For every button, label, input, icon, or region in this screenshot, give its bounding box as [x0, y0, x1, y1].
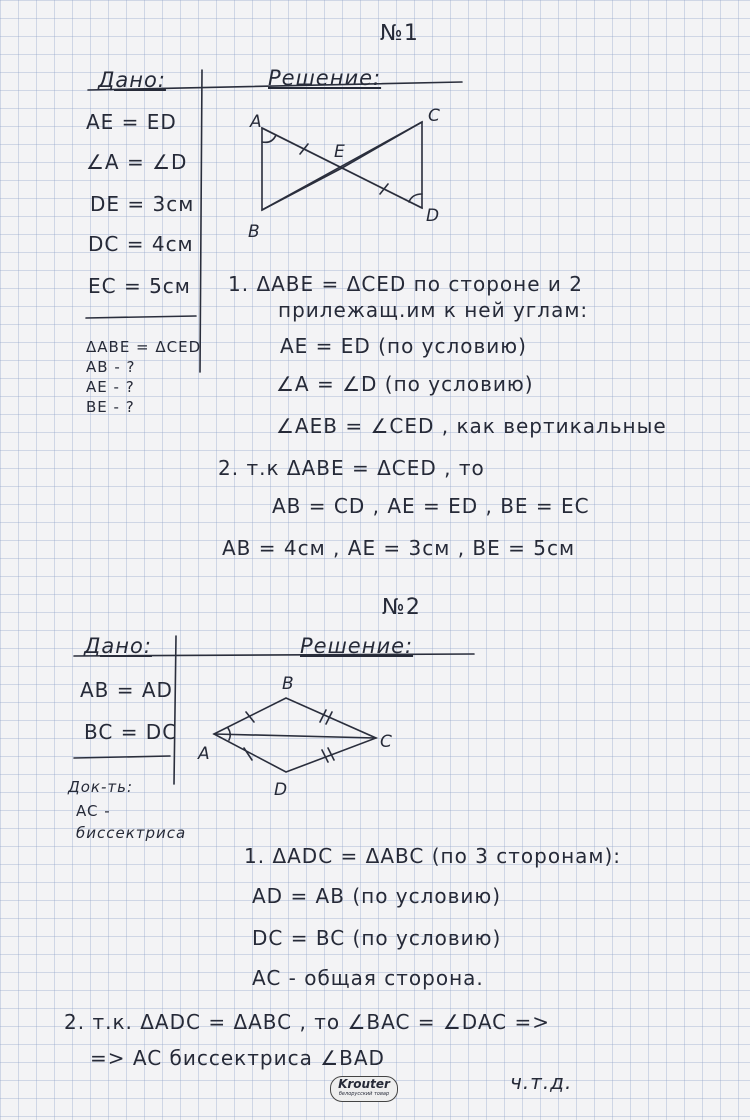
- task1-find-4: BE - ?: [86, 398, 135, 416]
- task2-given-rule: [74, 756, 170, 758]
- task1-step1-cont: прилежащ.им к ней углам:: [278, 298, 589, 322]
- fig1-angle-d-arc: [409, 194, 422, 202]
- task2-given-1: AB = AD: [80, 678, 173, 702]
- fig2-label-b: B: [282, 674, 295, 694]
- fig2-label-a: A: [198, 744, 211, 764]
- task2-prove-1: Док-ть:: [68, 778, 134, 796]
- fig1-label-b: B: [248, 222, 261, 242]
- task1-given-3: DE = 3см: [90, 192, 195, 216]
- task1-divider: [200, 70, 202, 372]
- task1-step2: 2. т.к ΔABE = ΔCED , то: [218, 456, 485, 480]
- task2-qed: ч.т.д.: [510, 1070, 573, 1094]
- fig1-angle-a-arc: [262, 135, 276, 142]
- task1-result-1: AB = CD , AE = ED , BE = EC: [272, 494, 590, 518]
- task2-step2: 2. т.к. ΔADC = ΔABC , то ∠BAC = ∠DAC =>: [64, 1010, 551, 1034]
- task2-line-2: DC = BC (по условию): [252, 926, 502, 950]
- task2-step2-cont: => AC биссектриса ∠BAD: [90, 1046, 385, 1070]
- task1-find-2: AB - ?: [86, 358, 136, 376]
- task2-divider: [174, 636, 176, 784]
- fig2-label-c: C: [380, 732, 393, 752]
- stamp-brand: Krouter: [338, 1077, 390, 1091]
- fig1-label-a: A: [250, 112, 263, 132]
- task2-prove-3: биссектриса: [76, 824, 187, 842]
- fig1-triangle-abe: [262, 128, 342, 210]
- fig1-label-c: C: [428, 106, 441, 126]
- task2-title: №2: [382, 595, 421, 620]
- stamp-subtitle: белорусский товар: [338, 1091, 390, 1097]
- task1-given-header: Дано:: [98, 68, 166, 92]
- fig2-diagonal-ac: [214, 734, 376, 738]
- task2-solution-header: Решение:: [300, 634, 414, 658]
- task1-header-rule: [88, 82, 462, 90]
- task1-given-rule: [86, 316, 196, 318]
- fig1-label-e: E: [334, 142, 346, 162]
- task2-given-2: BC = DC: [84, 720, 178, 744]
- task1-title: №1: [380, 21, 419, 46]
- task2-line-1: AD = AB (по условию): [252, 884, 502, 908]
- task1-step1: 1. ΔABE = ΔCED по стороне и 2: [228, 272, 583, 296]
- task1-given-1: AE = ED: [86, 110, 177, 134]
- task2-prove-2: AC -: [76, 802, 111, 820]
- task1-solution-header: Решение:: [268, 66, 382, 90]
- task1-line-1: AE = ED (по условию): [280, 334, 527, 358]
- task1-given-2: ∠A = ∠D: [86, 150, 188, 174]
- fig2-label-d: D: [274, 780, 289, 800]
- task2-given-header: Дано:: [84, 634, 152, 658]
- task1-line-2: ∠A = ∠D (по условию): [276, 372, 534, 396]
- task1-given-5: EC = 5см: [88, 274, 191, 298]
- task1-find-3: AE - ?: [86, 378, 135, 396]
- task1-result-2: AB = 4см , AE = 3см , BE = 5см: [222, 536, 576, 560]
- task1-given-4: DC = 4см: [88, 232, 194, 256]
- task2-line-3: AC - общая сторона.: [252, 966, 484, 990]
- task1-line-3: ∠AEB = ∠CED , как вертикальные: [276, 414, 667, 438]
- fig1-triangle-ced: [342, 122, 422, 208]
- task1-find-1: ΔABE = ΔCED: [86, 338, 202, 356]
- task2-step1: 1. ΔADC = ΔABC (по 3 сторонам):: [244, 844, 622, 868]
- fig1-tick-ae: [300, 144, 308, 154]
- task2-header-rule: [74, 654, 474, 656]
- fig1-label-d: D: [426, 206, 441, 226]
- fig1-tick-ed: [380, 184, 388, 194]
